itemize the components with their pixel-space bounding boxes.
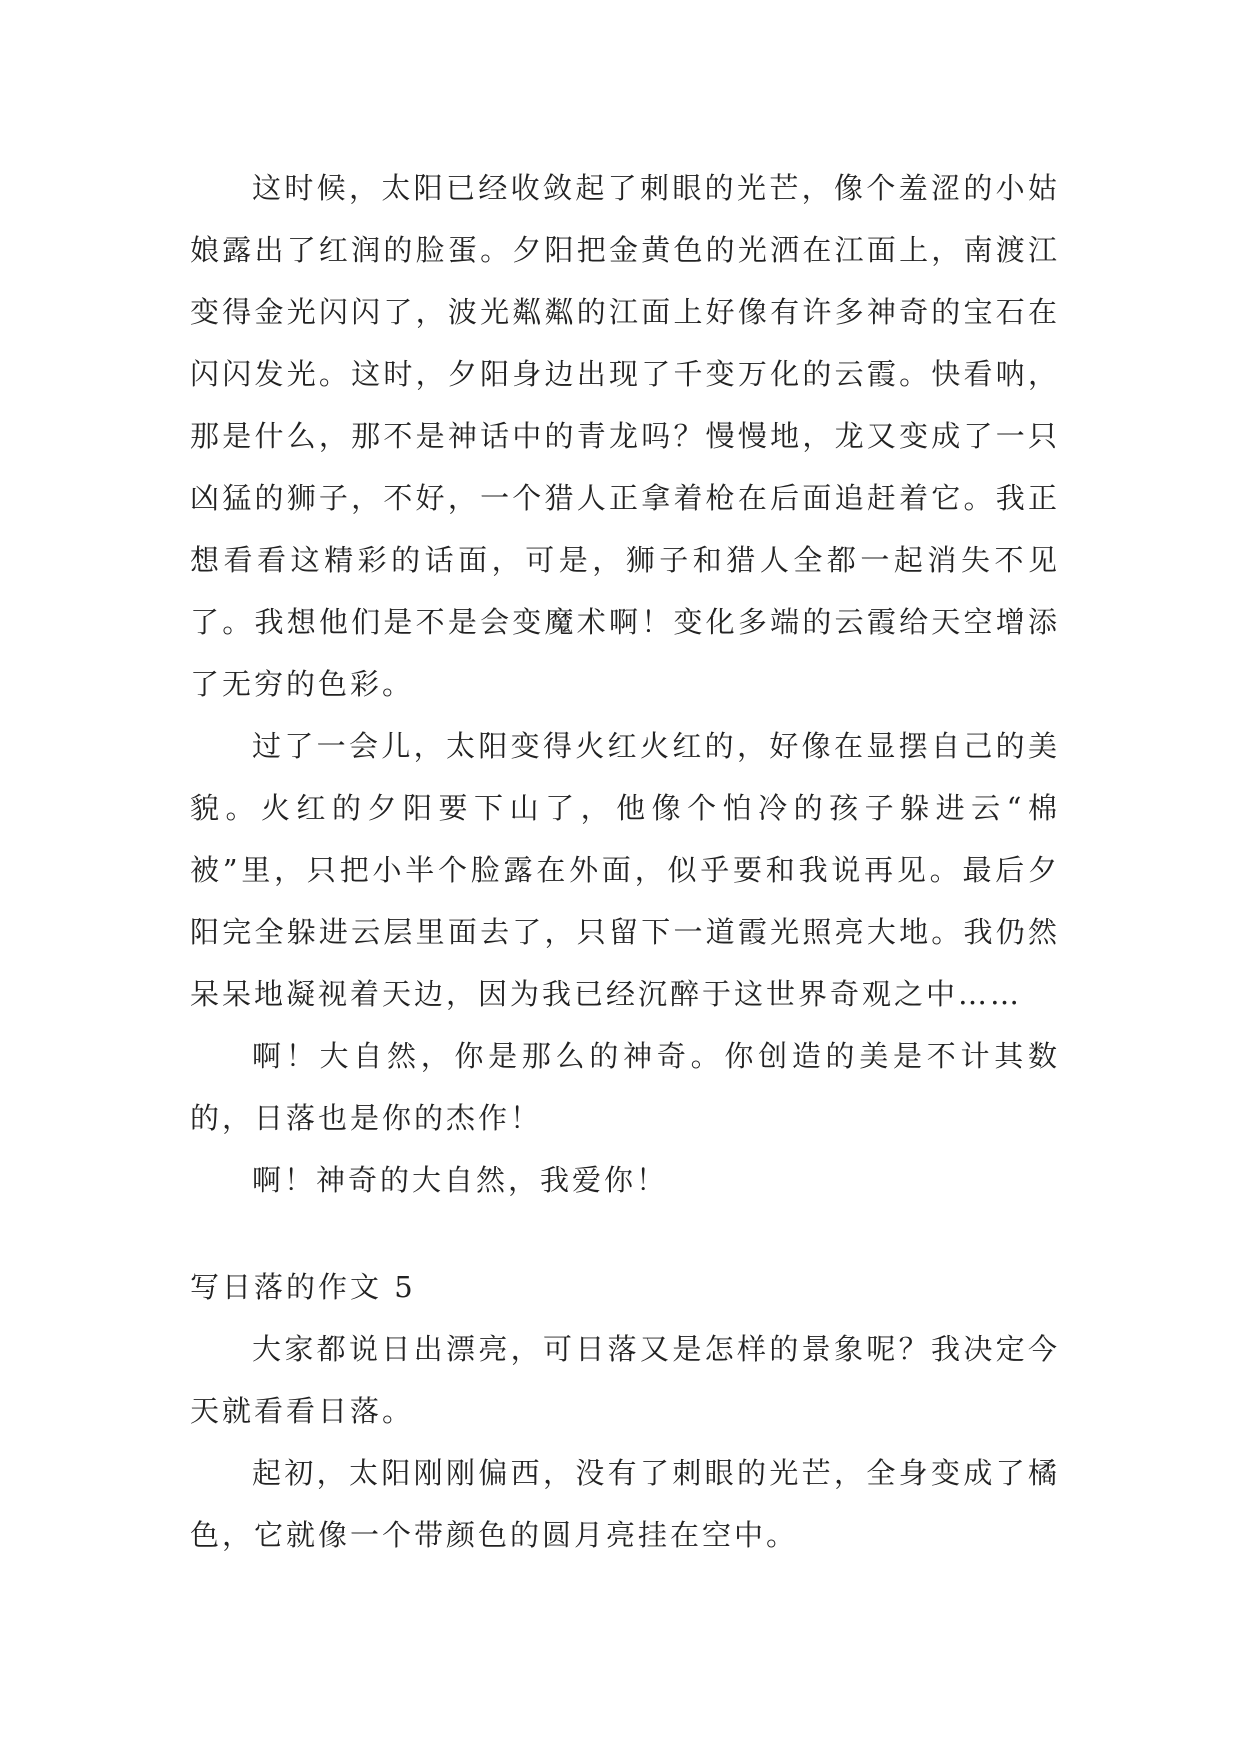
section-title: 写日落的作文 5 — [190, 1270, 416, 1304]
paragraph-nature-wonder: 啊！大自然，你是那么的神奇。你创造的美是不计其数的，日落也是你的杰作！ — [190, 1039, 1060, 1135]
paragraph-red-sun: 过了一会儿，太阳变得火红火红的，好像在显摆自己的美貌。火红的夕阳要下山了，他像个怕冷的孩子躲进云“棉被”里，只把小半个脸露在外面，似乎要和我说再见。最后夕阳完全躲进云层里面去了，只留下一道霞光照亮大地。我仍然呆呆地凝视着天边，因为我已经沉醉于这世界奇观之中…… — [190, 729, 1060, 1011]
paragraph-sunset-clouds: 这时候，太阳已经收敛起了刺眼的光芒，像个羞涩的小姑娘露出了红润的脸蛋。夕阳把金黄色的光洒在江面上，南渡江变得金光闪闪了，波光粼粼的江面上好像有许多神奇的宝石在闪闪发光。这时，夕阳身边出现了千变万化的云霞。快看呐，那是什么，那不是神话中的青龙吗？慢慢地，龙又变成了一只凶猛的狮子，不好，一个猎人正拿着枪在后面追赶着它。我正想看看这精彩的话面，可是，狮子和猎人全都一起消失不见了。我想他们是不是会变魔术啊！变化多端的云霞给天空增添了无穷的色彩。 — [190, 171, 1060, 701]
paragraph-intro: 大家都说日出漂亮，可日落又是怎样的景象呢？我决定今天就看看日落。 — [190, 1332, 1060, 1428]
paragraph-orange-sun: 起初，太阳刚刚偏西，没有了刺眼的光芒，全身变成了橘色，它就像一个带颜色的圆月亮挂在空中。 — [190, 1456, 1060, 1552]
paragraph-love-nature: 啊！神奇的大自然，我爱你！ — [252, 1163, 669, 1197]
essay-body — [190, 157, 1060, 1566]
